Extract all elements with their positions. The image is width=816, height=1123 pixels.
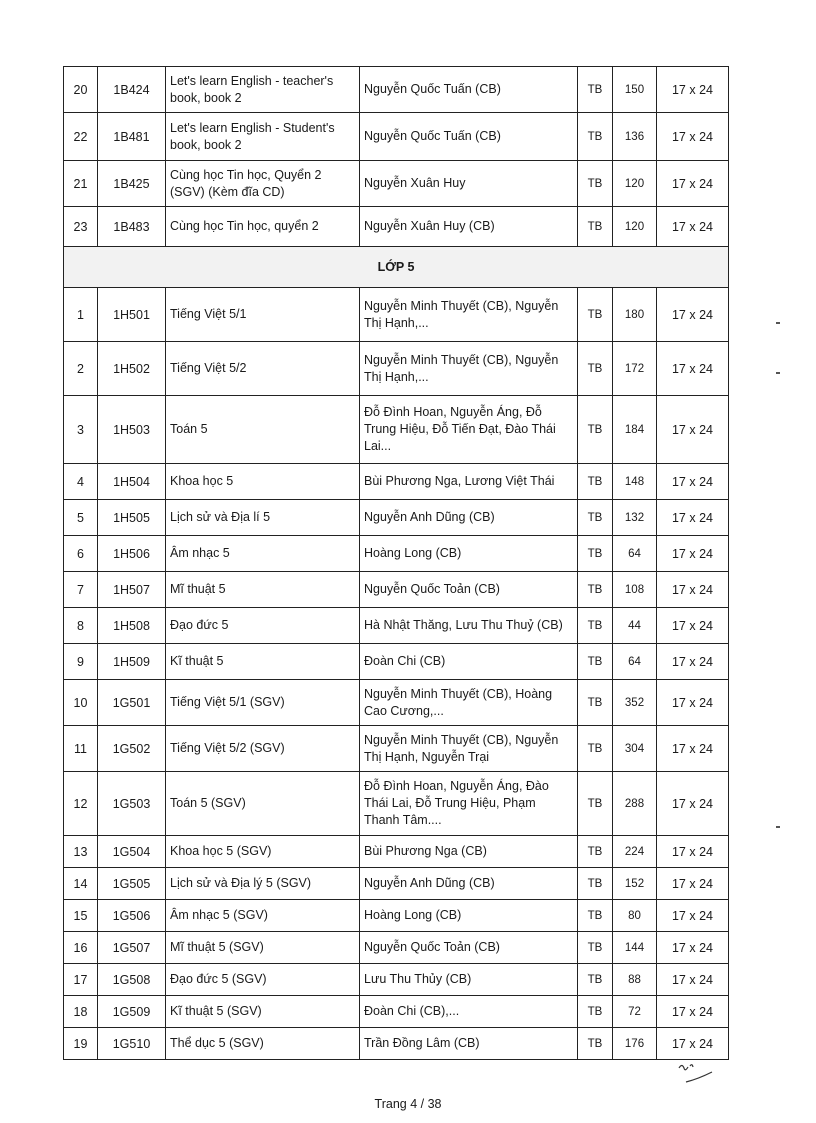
table-row: [64, 342, 729, 396]
handwritten-signature: [676, 1060, 716, 1086]
book-title: Âm nhạc 5: [166, 536, 360, 572]
book-code: 1B483: [98, 207, 166, 247]
page-count: 304: [613, 726, 657, 772]
row-number: 9: [64, 644, 98, 680]
book-author: Bùi Phương Nga (CB): [360, 836, 578, 868]
page-count: 136: [613, 113, 657, 161]
book-type: TB: [578, 1028, 613, 1060]
page-count: 288: [613, 772, 657, 836]
table-row: [64, 900, 729, 932]
book-title: Khoa học 5 (SGV): [166, 836, 360, 868]
book-type: TB: [578, 288, 613, 342]
table-row: [64, 67, 729, 113]
row-number: 14: [64, 868, 98, 900]
book-size: 17 x 24: [657, 67, 729, 113]
book-size: 17 x 24: [657, 726, 729, 772]
book-title: Lịch sử và Địa lý 5 (SGV): [166, 868, 360, 900]
page-count: 120: [613, 161, 657, 207]
page-count: 88: [613, 964, 657, 996]
table-row: [64, 644, 729, 680]
row-number: 13: [64, 836, 98, 868]
row-number: 22: [64, 113, 98, 161]
book-title: Mĩ thuật 5 (SGV): [166, 932, 360, 964]
book-title: Lịch sử và Địa lí 5: [166, 500, 360, 536]
book-title: Toán 5 (SGV): [166, 772, 360, 836]
page-count: 180: [613, 288, 657, 342]
book-title: Tiếng Việt 5/1: [166, 288, 360, 342]
book-size: 17 x 24: [657, 868, 729, 900]
book-size: 17 x 24: [657, 161, 729, 207]
page-count: 148: [613, 464, 657, 500]
book-type: TB: [578, 680, 613, 726]
row-number: 6: [64, 536, 98, 572]
book-size: 17 x 24: [657, 964, 729, 996]
book-type: TB: [578, 608, 613, 644]
book-type: TB: [578, 932, 613, 964]
table-section: [64, 247, 729, 288]
page-count: 150: [613, 67, 657, 113]
book-size: 17 x 24: [657, 536, 729, 572]
book-code: 1G505: [98, 868, 166, 900]
book-author: Nguyễn Minh Thuyết (CB), Nguyễn Thị Hạnh,...: [360, 288, 578, 342]
table-row: [64, 572, 729, 608]
table-row: [64, 868, 729, 900]
book-author: Nguyễn Minh Thuyết (CB), Nguyễn Thị Hạnh, Nguyễn Trại: [360, 726, 578, 772]
table-row: [64, 772, 729, 836]
book-code: 1G506: [98, 900, 166, 932]
table-row: [64, 996, 729, 1028]
book-title: Toán 5: [166, 396, 360, 464]
book-code: 1G503: [98, 772, 166, 836]
book-size: 17 x 24: [657, 288, 729, 342]
scan-speck: [776, 322, 780, 324]
book-size: 17 x 24: [657, 113, 729, 161]
table-row: [64, 500, 729, 536]
table-row: [64, 836, 729, 868]
book-title: Mĩ thuật 5: [166, 572, 360, 608]
table-body-grade-5: [64, 288, 729, 1060]
book-type: TB: [578, 113, 613, 161]
book-code: 1G507: [98, 932, 166, 964]
book-author: Hoàng Long (CB): [360, 900, 578, 932]
book-code: 1H507: [98, 572, 166, 608]
page-count: 144: [613, 932, 657, 964]
book-author: Lưu Thu Thủy (CB): [360, 964, 578, 996]
book-type: TB: [578, 396, 613, 464]
book-title: Tiếng Việt 5/1 (SGV): [166, 680, 360, 726]
book-author: Nguyễn Xuân Huy (CB): [360, 207, 578, 247]
book-type: TB: [578, 772, 613, 836]
book-code: 1H501: [98, 288, 166, 342]
book-author: Nguyễn Minh Thuyết (CB), Hoàng Cao Cương,...: [360, 680, 578, 726]
book-code: 1B424: [98, 67, 166, 113]
row-number: 12: [64, 772, 98, 836]
book-code: 1H508: [98, 608, 166, 644]
row-number: 7: [64, 572, 98, 608]
book-author: Đỗ Đình Hoan, Nguyễn Áng, Đào Thái Lai, Đỗ Trung Hiệu, Phạm Thanh Tâm....: [360, 772, 578, 836]
page-count: 64: [613, 644, 657, 680]
book-author: Hoàng Long (CB): [360, 536, 578, 572]
book-author: Nguyễn Quốc Tuấn (CB): [360, 113, 578, 161]
book-size: 17 x 24: [657, 996, 729, 1028]
page-count: 152: [613, 868, 657, 900]
table-row: [64, 726, 729, 772]
book-type: TB: [578, 67, 613, 113]
book-title: Thể dục 5 (SGV): [166, 1028, 360, 1060]
book-title: Let's learn English - teacher's book, book 2: [166, 67, 360, 113]
book-code: 1H503: [98, 396, 166, 464]
book-size: 17 x 24: [657, 900, 729, 932]
book-type: TB: [578, 536, 613, 572]
book-author: Trần Đồng Lâm (CB): [360, 1028, 578, 1060]
book-author: Nguyễn Quốc Toản (CB): [360, 572, 578, 608]
book-code: 1G510: [98, 1028, 166, 1060]
page-count: 80: [613, 900, 657, 932]
book-size: 17 x 24: [657, 932, 729, 964]
row-number: 10: [64, 680, 98, 726]
book-type: TB: [578, 836, 613, 868]
table-row: [64, 932, 729, 964]
scan-speck: [776, 826, 780, 828]
row-number: 18: [64, 996, 98, 1028]
row-number: 4: [64, 464, 98, 500]
page-count: 108: [613, 572, 657, 608]
page-count: 132: [613, 500, 657, 536]
book-title: Tiếng Việt 5/2: [166, 342, 360, 396]
book-code: 1H502: [98, 342, 166, 396]
book-type: TB: [578, 464, 613, 500]
table-row: [64, 608, 729, 644]
page-count: 172: [613, 342, 657, 396]
book-type: TB: [578, 996, 613, 1028]
book-author: Hà Nhật Thăng, Lưu Thu Thuỷ (CB): [360, 608, 578, 644]
page-count: 352: [613, 680, 657, 726]
book-author: Nguyễn Quốc Tuấn (CB): [360, 67, 578, 113]
page-count: 224: [613, 836, 657, 868]
book-code: 1G504: [98, 836, 166, 868]
book-title: Let's learn English - Student's book, book 2: [166, 113, 360, 161]
book-code: 1B481: [98, 113, 166, 161]
book-author: Đỗ Đình Hoan, Nguyễn Áng, Đỗ Trung Hiệu, Đỗ Tiến Đạt, Đào Thái Lai...: [360, 396, 578, 464]
table-row: [64, 396, 729, 464]
page-count: 44: [613, 608, 657, 644]
book-author: Nguyễn Minh Thuyết (CB), Nguyễn Thị Hạnh,...: [360, 342, 578, 396]
book-type: TB: [578, 644, 613, 680]
row-number: 2: [64, 342, 98, 396]
section-row-grade-5: [64, 247, 729, 288]
book-author: Nguyễn Anh Dũng (CB): [360, 868, 578, 900]
row-number: 16: [64, 932, 98, 964]
book-size: 17 x 24: [657, 772, 729, 836]
book-size: 17 x 24: [657, 207, 729, 247]
book-author: Nguyễn Anh Dũng (CB): [360, 500, 578, 536]
book-author: Bùi Phương Nga, Lương Việt Thái: [360, 464, 578, 500]
book-title: Cùng học Tin học, Quyển 2 (SGV) (Kèm đĩa CD): [166, 161, 360, 207]
row-number: 19: [64, 1028, 98, 1060]
row-number: 11: [64, 726, 98, 772]
book-code: 1H505: [98, 500, 166, 536]
row-number: 15: [64, 900, 98, 932]
book-size: 17 x 24: [657, 464, 729, 500]
book-type: TB: [578, 964, 613, 996]
book-author: Đoàn Chi (CB),...: [360, 996, 578, 1028]
book-code: 1G502: [98, 726, 166, 772]
book-title: Tiếng Việt 5/2 (SGV): [166, 726, 360, 772]
scan-speck: [776, 372, 780, 374]
book-author: Nguyễn Xuân Huy: [360, 161, 578, 207]
table-row: [64, 464, 729, 500]
table-row: [64, 288, 729, 342]
book-code: 1G501: [98, 680, 166, 726]
book-type: TB: [578, 161, 613, 207]
book-code: 1H506: [98, 536, 166, 572]
book-size: 17 x 24: [657, 500, 729, 536]
book-title: Đạo đức 5: [166, 608, 360, 644]
book-size: 17 x 24: [657, 680, 729, 726]
book-author: Nguyễn Quốc Toản (CB): [360, 932, 578, 964]
book-title: Âm nhạc 5 (SGV): [166, 900, 360, 932]
book-size: 17 x 24: [657, 396, 729, 464]
table-row: [64, 536, 729, 572]
row-number: 5: [64, 500, 98, 536]
book-code: 1B425: [98, 161, 166, 207]
row-number: 1: [64, 288, 98, 342]
table-row: [64, 161, 729, 207]
book-code: 1G508: [98, 964, 166, 996]
table-body-top: [64, 67, 729, 247]
row-number: 21: [64, 161, 98, 207]
book-code: 1G509: [98, 996, 166, 1028]
book-list-table: [63, 66, 729, 1060]
book-code: 1H504: [98, 464, 166, 500]
book-title: Cùng học Tin học, quyển 2: [166, 207, 360, 247]
book-author: Đoàn Chi (CB): [360, 644, 578, 680]
table-row: [64, 964, 729, 996]
section-title: LỚP 5: [64, 247, 729, 288]
book-type: TB: [578, 572, 613, 608]
book-title: Đạo đức 5 (SGV): [166, 964, 360, 996]
table-row: [64, 113, 729, 161]
page-count: 184: [613, 396, 657, 464]
page-count: 176: [613, 1028, 657, 1060]
table-row: [64, 207, 729, 247]
page-count: 72: [613, 996, 657, 1028]
row-number: 20: [64, 67, 98, 113]
book-type: TB: [578, 207, 613, 247]
row-number: 3: [64, 396, 98, 464]
book-code: 1H509: [98, 644, 166, 680]
row-number: 17: [64, 964, 98, 996]
book-title: Kĩ thuật 5 (SGV): [166, 996, 360, 1028]
row-number: 8: [64, 608, 98, 644]
book-size: 17 x 24: [657, 342, 729, 396]
page-number: Trang 4 / 38: [374, 1097, 442, 1111]
table-row: [64, 680, 729, 726]
book-size: 17 x 24: [657, 608, 729, 644]
book-title: Khoa học 5: [166, 464, 360, 500]
book-size: 17 x 24: [657, 1028, 729, 1060]
book-type: TB: [578, 726, 613, 772]
book-size: 17 x 24: [657, 572, 729, 608]
book-size: 17 x 24: [657, 836, 729, 868]
book-size: 17 x 24: [657, 644, 729, 680]
book-type: TB: [578, 342, 613, 396]
book-title: Kĩ thuật 5: [166, 644, 360, 680]
page-count: 64: [613, 536, 657, 572]
page-count: 120: [613, 207, 657, 247]
book-type: TB: [578, 500, 613, 536]
row-number: 23: [64, 207, 98, 247]
table-row: [64, 1028, 729, 1060]
book-type: TB: [578, 900, 613, 932]
book-type: TB: [578, 868, 613, 900]
